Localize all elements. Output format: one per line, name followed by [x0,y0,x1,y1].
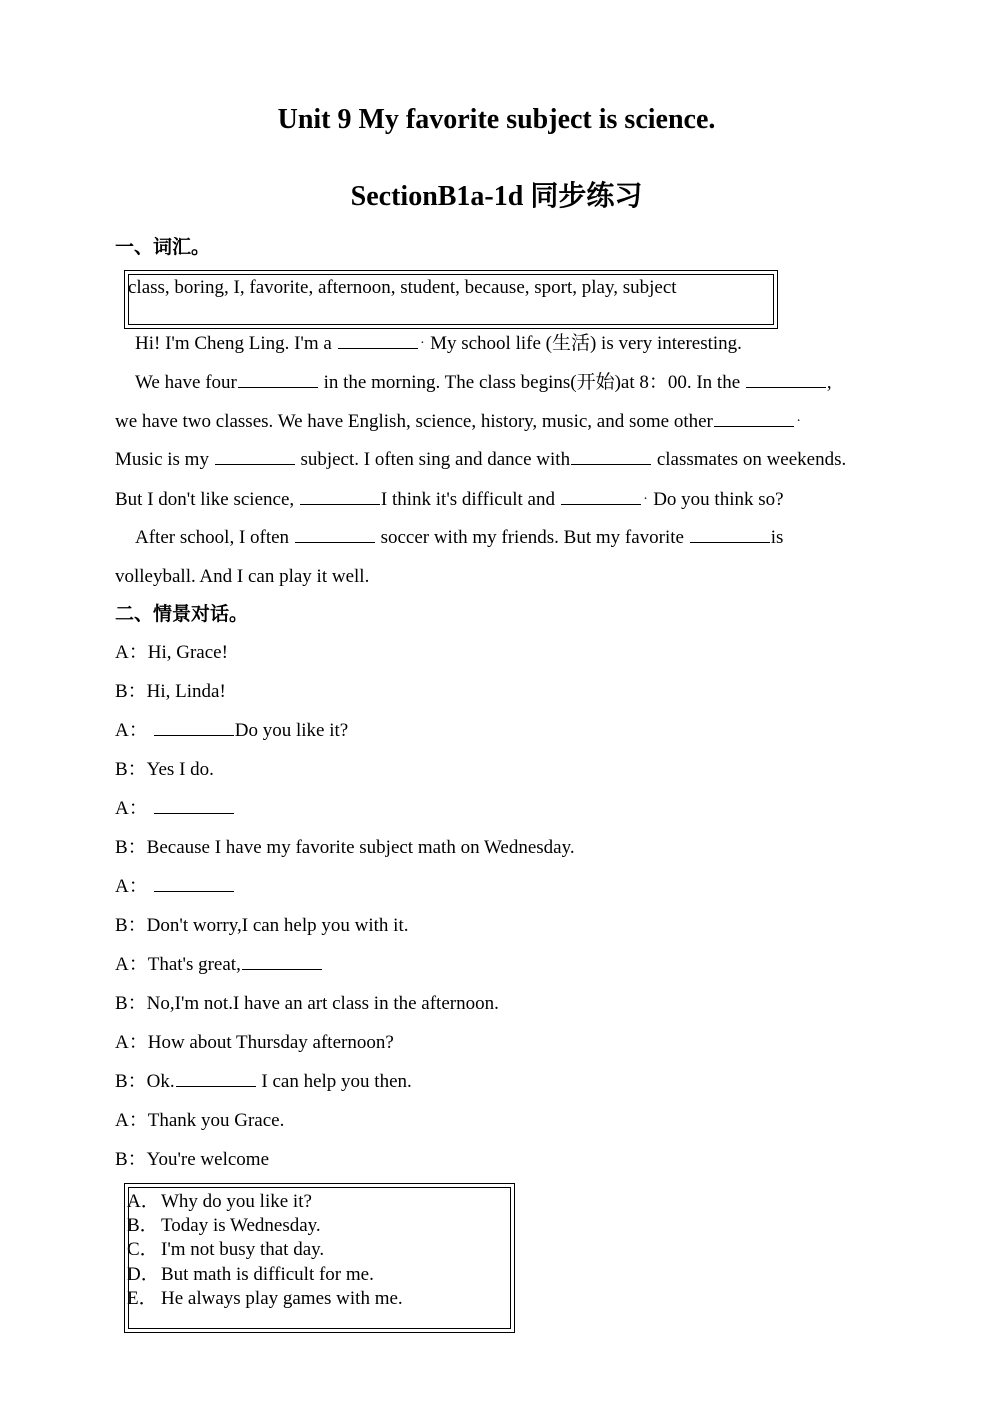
dialogue-line-12 [115,1070,412,1094]
option-text: He always play games with me. [161,1288,403,1309]
dialogue-line-7 [115,875,235,899]
blank-5[interactable] [215,450,295,465]
dialogue-line-13: A：Thank you Grace. [115,1110,285,1131]
option-c [127,1238,324,1262]
passage-line-1 [135,332,742,358]
blank-10[interactable] [690,528,770,543]
option-e [127,1287,403,1311]
text: Music is my [115,449,214,470]
text: I can help you then. [256,1071,412,1092]
dialogue-line-11: A：How about Thursday afternoon? [115,1032,394,1053]
passage-line-7: volleyball. And I can play it well. [115,566,370,587]
text: I think it's difficult and [380,489,560,510]
text: My school life (生活) is very interesting. [430,333,742,354]
text: classmates on weekends. [652,449,847,470]
text: A： [115,720,148,741]
text: A： [115,876,148,897]
option-b [127,1214,321,1238]
dialogue-line-14: B：You're welcome [115,1149,270,1170]
page-subtitle: SectionB1a-1d 同步练习 [350,181,643,212]
text: Do you think so? [653,489,784,510]
dialogue-blank-3[interactable] [154,877,234,892]
blank-9[interactable] [295,528,375,543]
dot: . [796,410,801,425]
passage-line-2 [135,371,832,395]
dialogue-blank-2[interactable] [154,799,234,814]
option-text: But math is difficult for me. [161,1264,374,1285]
option-letter: C． [127,1239,159,1260]
dialogue-line-3 [115,719,348,743]
word-bank: class, boring, I, favorite, afternoon, student, because, sport, play, subject [128,277,677,298]
text: soccer with my friends. But my favorite [375,527,689,548]
text: is [770,527,784,548]
option-letter: E． [127,1288,158,1309]
dialogue-line-2: B：Hi, Linda! [115,681,226,702]
option-letter: D． [127,1264,160,1285]
option-letter: A． [127,1191,160,1212]
dialogue-blank-1[interactable] [154,721,234,736]
blank-7[interactable] [300,490,380,505]
dot: . [643,488,648,503]
option-a [127,1190,312,1214]
text: we have two classes. We have English, science, history, music, and some other [115,411,713,432]
word-bank-box [124,270,778,329]
blank-2[interactable] [238,373,318,388]
option-text: I'm not busy that day. [161,1239,325,1260]
text: Do you like it? [234,720,349,741]
text: A：That's great, [115,954,241,975]
blank-4[interactable] [714,412,794,427]
option-text: Today is Wednesday. [161,1215,321,1236]
text: We have four [135,372,237,393]
dialogue-blank-4[interactable] [242,955,322,970]
passage-line-6 [135,526,783,550]
passage-line-3 [115,410,806,436]
option-letter: B． [127,1215,159,1236]
dialogue-line-5 [115,797,235,821]
text: , [826,372,832,393]
text: subject. I often sing and dance with [295,449,571,470]
text: Hi! I'm Cheng Ling. I'm a [135,333,337,354]
blank-8[interactable] [561,490,641,505]
page-title: Unit 9 My favorite subject is science. [277,104,716,135]
dot: . [420,332,425,347]
text: A： [115,798,148,819]
blank-3[interactable] [746,373,826,388]
passage-line-4 [115,448,846,472]
dialogue-line-6: B：Because I have my favorite subject math on Wednesday. [115,837,575,858]
dialogue-line-8: B：Don't worry,I can help you with it. [115,915,409,936]
dialogue-line-10: B：No,I'm not.I have an art class in the afternoon. [115,993,499,1014]
section2-heading: 二、情景对话。 [115,604,249,625]
option-text: Why do you like it? [161,1191,312,1212]
section1-heading: 一、词汇。 [115,237,211,258]
passage-line-5 [115,488,784,514]
dialogue-line-1: A：Hi, Grace! [115,642,228,663]
text: But I don't like science, [115,489,299,510]
dialogue-line-9 [115,953,323,977]
text: in the morning. The class begins(开始)at 8：00. In the [318,372,745,393]
text: After school, I often [135,527,294,548]
blank-6[interactable] [571,450,651,465]
option-d [127,1263,374,1287]
options-box [124,1183,515,1333]
dialogue-line-4: B：Yes I do. [115,759,214,780]
dialogue-blank-5[interactable] [176,1072,256,1087]
blank-1[interactable] [338,334,418,349]
text: B：Ok. [115,1071,175,1092]
